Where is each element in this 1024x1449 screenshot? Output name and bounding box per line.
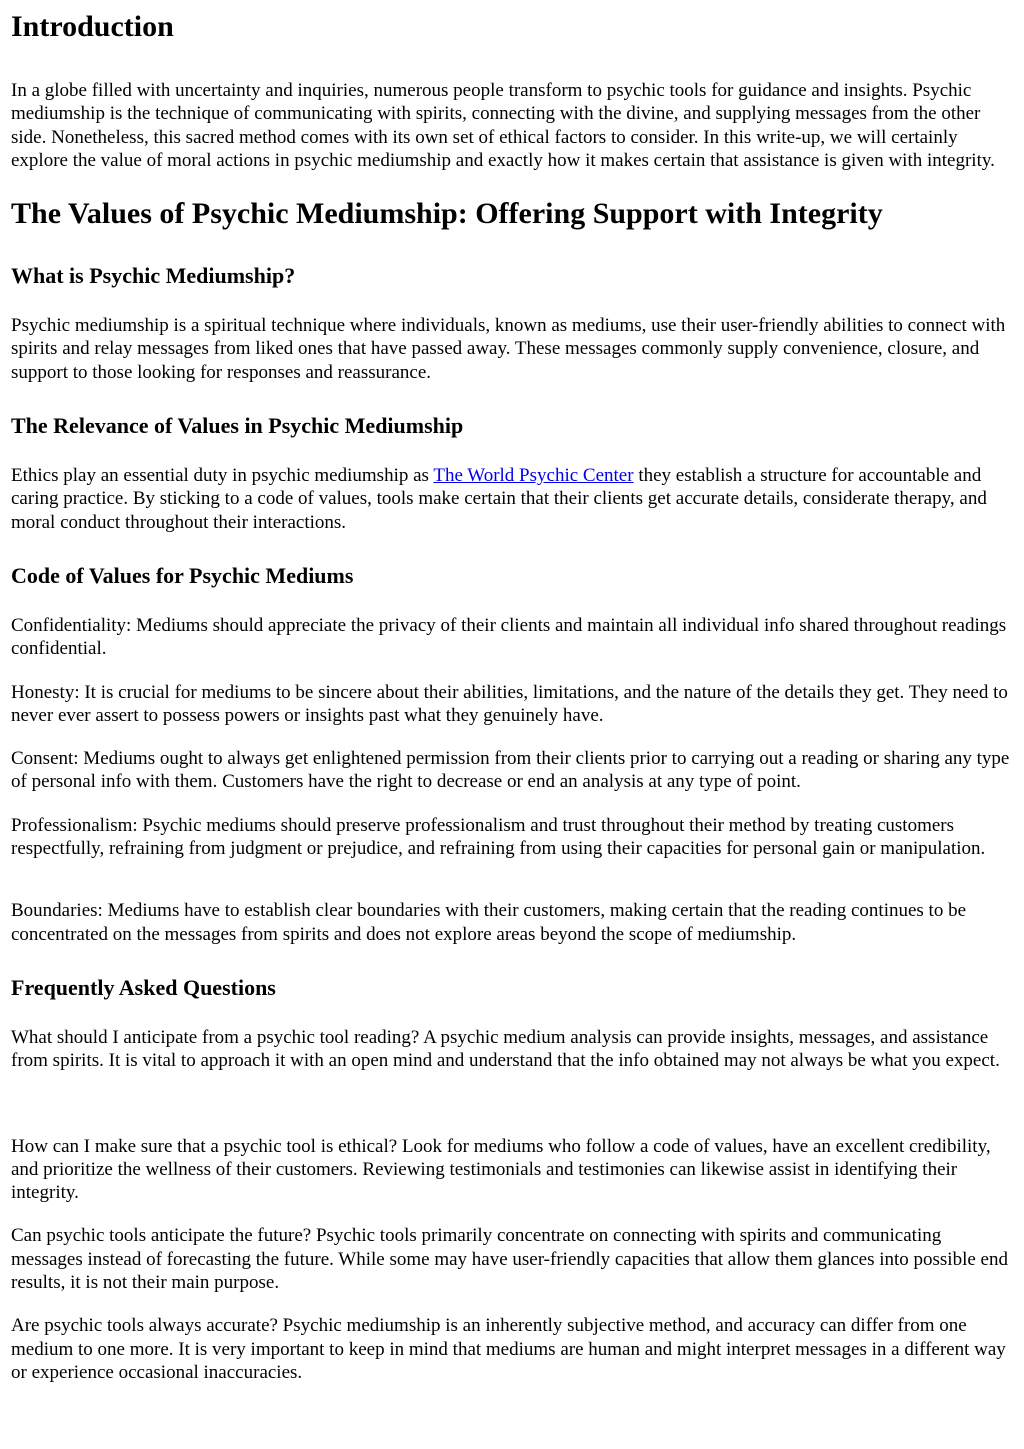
relevance-heading: The Relevance of Values in Psychic Mediumship xyxy=(11,413,464,439)
intro-paragraph: In a globe filled with uncertainty and inquiries, numerous people transform to psychic tools for guidance and insights. Psychic mediumship is the technique of communicating with spirits, connecting with the divine, and supplying messages from the other side. Nonetheless, this sacred method comes with its own set of ethical factors to consider. In this write-up, we will certainly explore the value of moral actions in psychic mediumship and exactly how it makes certain that assistance is given with integrity. xyxy=(11,80,995,171)
code-item-confidentiality: Confidentiality: Mediums should appreciate the privacy of their clients and maintain all individual info shared throughout readings confidential. xyxy=(11,614,1007,660)
relevance-paragraph xyxy=(11,464,1013,534)
code-heading: Code of Values for Psychic Mediums xyxy=(11,562,354,588)
faq-item-future: Can psychic tools anticipate the future? Psychic tools primarily concentrate on connecting with spirits and communicating messages instead of forecasting the future. While some may have user-friendly capacities that allow them glances into possible end results, it is not their main purpose. xyxy=(11,1225,1008,1294)
code-item-honesty: Honesty: It is crucial for mediums to be sincere about their abilities, limitations, and the nature of the details they get. They need to never ever assert to possess powers or insights past what they genuinely have. xyxy=(11,681,1008,726)
relevance-text-before-link: Ethics play an essential duty in psychic mediumship as xyxy=(11,465,434,487)
faq-item-ethical: How can I make sure that a psychic tool is ethical? Look for mediums who follow a code of values, have an excellent credibility, and prioritize the wellness of their customers. Reviewing testimonials and testimonies can likewise assist in identifying their integrity. xyxy=(11,1135,991,1204)
what-is-heading: What is Psychic Mediumship? xyxy=(11,263,296,289)
world-psychic-center-link[interactable]: The World Psychic Center xyxy=(433,465,634,487)
faq-heading: Frequently Asked Questions xyxy=(11,974,276,1000)
what-is-paragraph: Psychic mediumship is a spiritual technique where individuals, known as mediums, use their user-friendly abilities to connect with spirits and relay messages from liked ones that have passed away. These messages commonly supply convenience, closure, and support to those looking for responses and reassurance. xyxy=(11,315,1006,383)
relevance-text-after-link: they establish a structure for accountable and caring practice. By sticking to a code of values, tools make certain that their clients get accurate details, considerate therapy, and moral conduct throughout their interactions. xyxy=(11,465,987,533)
code-item-consent: Consent: Mediums ought to always get enlightened permission from their clients prior to carrying out a reading or sharing any type of personal info with them. Customers have the right to decrease or end an analysis at any type of point. xyxy=(11,748,1010,793)
code-item-professionalism: Professionalism: Psychic mediums should preserve professionalism and trust throughout their method by treating customers respectfully, refraining from judgment or prejudice, and refraining from using their capacities for personal gain or manipulation. xyxy=(11,814,986,860)
faq-item-expect: What should I anticipate from a psychic tool reading? A psychic medium analysis can provide insights, messages, and assistance from spirits. It is vital to approach it with an open mind and understand that the info obtained may not always be what you expect. xyxy=(11,1026,1000,1072)
code-item-boundaries: Boundaries: Mediums have to establish clear boundaries with their customers, making certain that the reading continues to be concentrated on the messages from spirits and does not explore areas beyond the scope of mediumship. xyxy=(11,900,967,945)
intro-heading: Introduction xyxy=(11,10,174,43)
faq-item-accurate: Are psychic tools always accurate? Psychic mediumship is an inherently subjective method, and accuracy can differ from one medium to one more. It is very important to keep in mind that mediums are human and might interpret messages in a different way or experience occasional inaccuracies. xyxy=(11,1315,1006,1383)
page-title: The Values of Psychic Mediumship: Offering Support with Integrity xyxy=(11,197,883,231)
